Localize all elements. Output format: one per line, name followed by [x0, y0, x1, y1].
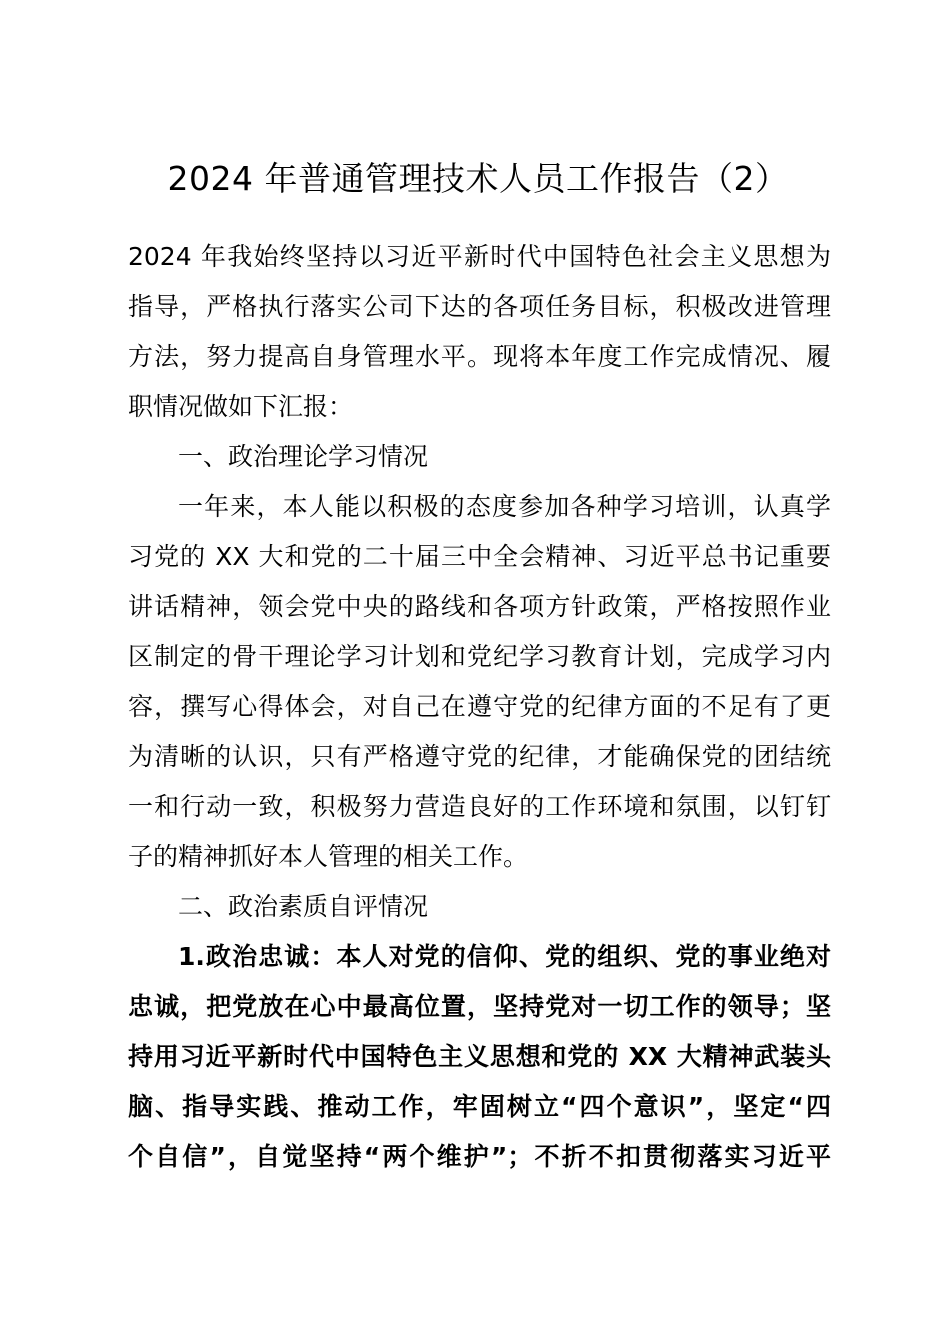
text-line: 个自信”，自觉坚持“两个维护”；不折不扣贯彻落实习近平 — [128, 1142, 831, 1171]
text-line: 脑、指导实践、推动工作，牢固树立“四个意识”，坚定“四 — [128, 1092, 831, 1121]
text-line: 2024 年我始终坚持以习近平新时代中国特色社会主义思想为 — [128, 242, 831, 271]
text-line: 一和行动一致，积极努力营造良好的工作环境和氛围，以钉钉 — [128, 792, 831, 821]
text-line: 子的精神抓好本人管理的相关工作。 — [128, 842, 529, 871]
text-line: 忠诚，把党放在心中最高位置，坚持党对一切工作的领导；坚 — [128, 992, 831, 1021]
text-line: 区制定的骨干理论学习计划和党纪学习教育计划，完成学习内 — [128, 642, 831, 671]
text-line: 一、政治理论学习情况 — [178, 442, 429, 471]
text-line: 为清晰的认识，只有严格遵守党的纪律，才能确保党的团结统 — [128, 742, 831, 771]
text-line: 职情况做如下汇报： — [128, 392, 354, 421]
text-line: 讲话精神，领会党中央的路线和各项方针政策，严格按照作业 — [128, 592, 831, 621]
text-line: 指导，严格执行落实公司下达的各项任务目标，积极改进管理 — [128, 292, 831, 321]
text-line: 1.政治忠诚：本人对党的信仰、党的组织、党的事业绝对 — [178, 942, 831, 971]
text-line: 二、政治素质自评情况 — [178, 892, 429, 921]
document-body — [128, 232, 831, 1182]
document-title: 2024 年普通管理技术人员工作报告（2） — [167, 159, 789, 198]
text-line: 容，撰写心得体会，对自己在遵守党的纪律方面的不足有了更 — [128, 692, 831, 721]
text-line: 方法，努力提高自身管理水平。现将本年度工作完成情况、履 — [128, 342, 831, 371]
text-line: 一年来，本人能以积极的态度参加各种学习培训，认真学 — [178, 492, 831, 521]
text-line: 持用习近平新时代中国特色主义思想和党的 XX 大精神武装头 — [128, 1042, 831, 1071]
text-line: 习党的 XX 大和党的二十届三中全会精神、习近平总书记重要 — [128, 542, 831, 571]
